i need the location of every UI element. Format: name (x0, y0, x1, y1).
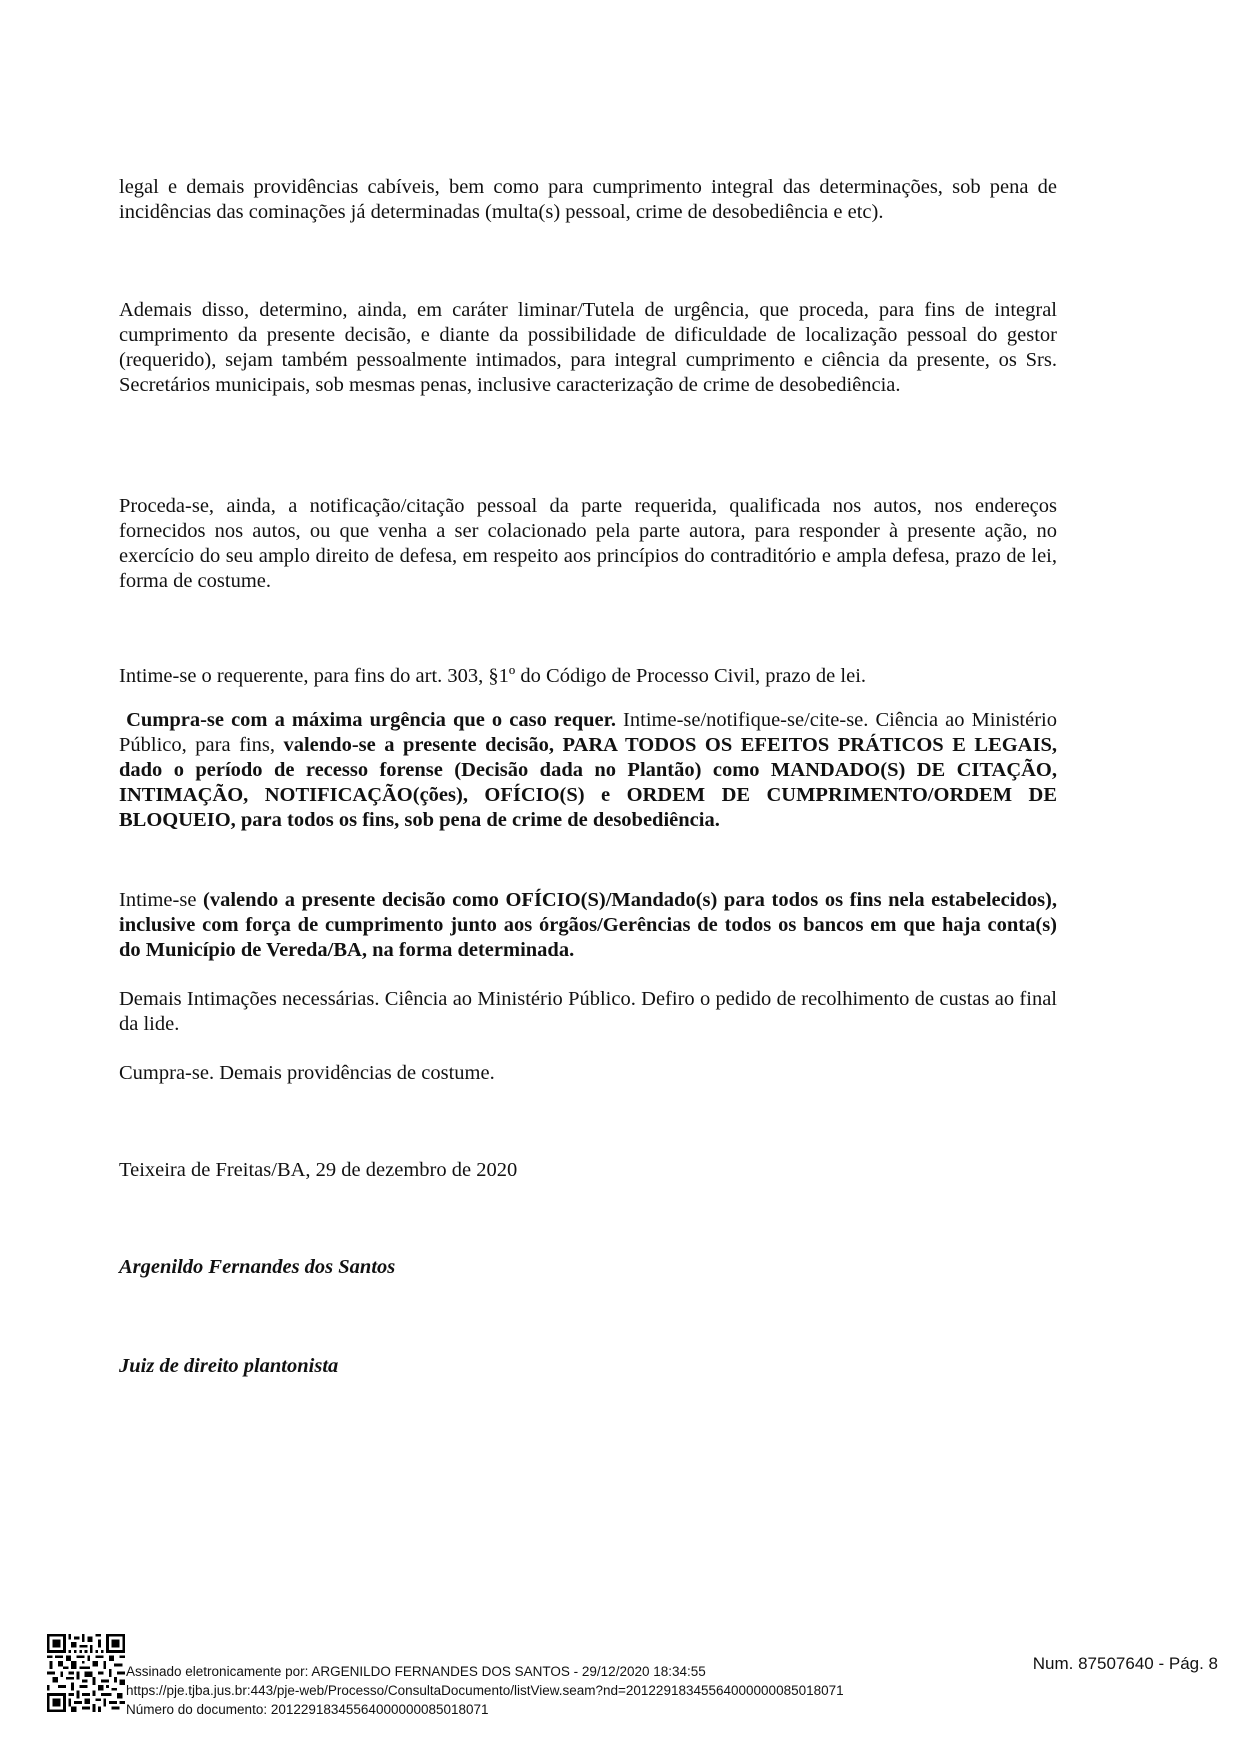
place-date: Teixeira de Freitas/BA, 29 de dezembro de 2020 (119, 1159, 518, 1181)
page-number: Num. 87507640 - Pág. 8 (1032, 1654, 1218, 1673)
footer-signed-by: Assinado eletronicamente por: ARGENILDO FERNANDES DOS SANTOS - 29/12/2020 18:34:55 (126, 1664, 706, 1679)
paragraph-5 (119, 708, 1057, 833)
paragraph-6 (119, 888, 1057, 963)
paragraph-5-text: Intime-se/notifique-se/cite-se. Ciência ao Ministério Público, para fins, (119, 709, 1057, 756)
paragraph-6-bold: (valendo a presente decisão como OFÍCIO(S)/Mandado(s) para todos os fins nela estabelecidos), inclusive com força de cumprimento junto aos órgãos/Gerências de todos os bancos em que haja conta(s) do Município de Vereda/BA, na forma determinada. (119, 889, 1057, 961)
paragraph-2: Ademais disso, determino, ainda, em caráter liminar/Tutela de urgência, que proceda, para fins de integral cumprimento da presente decisão, e diante da possibilidade de dificuldade de localização pessoal do gestor (requerido), sejam também pessoalmente intimados, para integral cumprimento e ciência da presente, os Srs. Secretários municipais, sob mesmas penas, inclusive caracterização de crime de desobediência. (119, 299, 1057, 396)
paragraph-7: Demais Intimações necessárias. Ciência ao Ministério Público. Defiro o pedido de recolhimento de custas ao final da lide. (119, 988, 1057, 1035)
footer-doc-number: Número do documento: 20122918345564000000085018071 (126, 1702, 489, 1717)
paragraph-5-bold-b: valendo-se a presente decisão, PARA TODOS OS EFEITOS PRÁTICOS E LEGAIS, dado o período de recesso forense (Decisão dada no Plantão) como MANDADO(S) DE CITAÇÃO, INTIMAÇÃO, NOTIFICAÇÃO(ções), OFÍCIO(S) e ORDEM DE CUMPRIMENTO/ORDEM DE BLOQUEIO, para todos os fins, sob pena de crime de desobediência. (119, 734, 1057, 831)
paragraph-4: Intime-se o requerente, para fins do art. 303, §1º do Código de Processo Civil, prazo de lei. (119, 665, 867, 687)
footer-url[interactable]: https://pje.tjba.jus.br:443/pje-web/Processo/ConsultaDocumento/listView.seam?nd=20122918345564000000085018071 (126, 1683, 844, 1698)
signer-name: Argenildo Fernandes dos Santos (119, 1256, 396, 1278)
paragraph-6-text: Intime-se (119, 889, 204, 911)
paragraph-5-bold-a: Cumpra-se com a máxima urgência que o caso requer. (126, 709, 616, 731)
signer-role: Juiz de direito plantonista (119, 1355, 339, 1377)
paragraph-8: Cumpra-se. Demais providências de costume. (119, 1062, 495, 1084)
qr-code-icon (47, 1634, 125, 1712)
paragraph-3: Proceda-se, ainda, a notificação/citação pessoal da parte requerida, qualificada nos autos, nos endereços fornecidos nos autos, ou que venha a ser colacionado pela parte autora, para responder à presente ação, no exercício do seu amplo direito de defesa, em respeito aos princípios do contraditório e ampla defesa, prazo de lei, forma de costume. (119, 495, 1057, 592)
paragraph-1: legal e demais providências cabíveis, bem como para cumprimento integral das determinações, sob pena de incidências das cominações já determinadas (multa(s) pessoal, crime de desobediência e etc). (119, 176, 1057, 223)
